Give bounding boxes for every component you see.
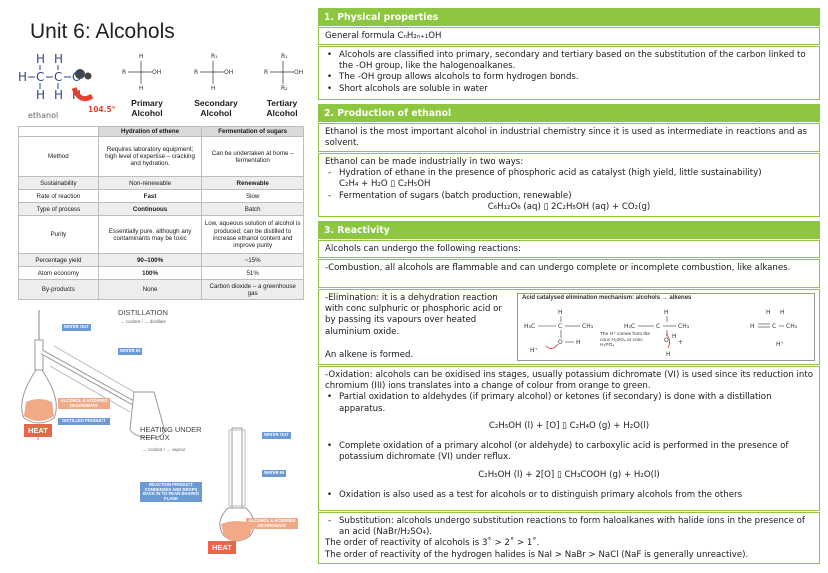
svg-text:H: H [36,52,46,66]
list-item: • The -OH group allows alcohols to form hydrogen bonds. [325,72,813,83]
svg-text:O: O [558,339,563,346]
table-cell: Rate of reaction [19,190,99,203]
list-item: - Fermentation of sugars (batch production, renewable) [325,191,813,202]
mechanism-drawing [518,294,816,362]
table-row [19,254,304,267]
section-production-heading: 2. Production of ethanol [318,104,820,122]
reflux-legend: → coolant / → vapour [142,447,186,452]
distillation-water-in-label: WATER IN [120,348,141,353]
svg-text:H: H [72,88,82,102]
secondary-alcohol-label: Secondary Alcohol [194,98,238,118]
page-title: Unit 6: Alcohols [30,20,175,43]
table-row [19,177,304,190]
table-row [19,137,304,177]
table-cell: Renewable [202,177,304,190]
svg-text:H₃C: H₃C [524,323,536,330]
list-item: - Substitution: alcohols undergo substitution reactions to form haloalkanes with halide ions in the presence of an acid (NaBr/H₂SO₄). [325,516,813,538]
combustion-box: -Combustion, all alcohols are flammable and can undergo complete or incomplete combustion, like alkanes. [318,259,820,288]
list-item: - Hydration of ethane in the presence of phosphoric acid as catalyst (high yield, little sustainability) [325,168,813,179]
svg-text:H: H [780,309,785,316]
mechanism-title: Acid catalysed elimination mechanism: alcohols → alkenes [522,295,692,301]
reactivity-intro: Alcohols can undergo the following reactions: [318,240,820,258]
table-row [19,190,304,203]
svg-text:CH₃: CH₃ [582,323,594,330]
table-cell: Slow [202,190,304,203]
alcohol-reactivity-order: The order of reactivity of alcohols is 3˚ > 2˚ > 1˚. [325,538,540,549]
table-cell: Type of process [19,203,99,216]
production-ways: Ethanol can be made industrially in two ways: [325,157,524,167]
svg-text:ethanol: ethanol [28,111,59,120]
table-cell: 100% [98,267,202,280]
table-row [19,216,304,254]
svg-text:104.5°: 104.5° [88,105,116,114]
table-cell: Low, aqueous solution of alcohol is produced; can be distilled to increase ethanol content and improve purity [202,216,304,254]
svg-text:R: R [194,69,199,76]
svg-text:H: H [576,339,581,346]
distillation-flask-label: ALCOHOL & ACIDIFIED DICHROMATE [58,398,110,409]
alkene-formed-text: An alkene is formed. [325,349,414,360]
production-methods-box [318,153,820,217]
svg-text:R: R [122,69,127,76]
svg-text:C: C [54,70,63,84]
distillation-heat-label: HEAT [24,424,52,437]
table-cell: Can be undertaken at home – fermentation [202,137,304,177]
table-cell: Percentage yield [19,254,99,267]
svg-text:H: H [766,309,771,316]
svg-text:H: H [664,309,669,316]
svg-text:H: H [139,85,144,92]
reflux-condense-label: REACTION PRODUCT CONDENSES AND DROPS BACK IN TO PEAR-SHAPED FLASK [140,482,202,502]
table-cell: Requires laboratory equipment; high level of expertise – cracking and hydration. [98,137,202,177]
elimination-text: -Elimination: it is a dehydration reaction with conc sulphuric or phosphoric acid or by passing its vapours over heated aluminium oxide. [325,293,502,337]
reflux-water-in-label: WATER IN [264,470,285,475]
table-header-blank [19,127,99,137]
production-intro: Ethanol is the most important alcohol in industrial chemistry since it is used as intermediate in reactions and as solvent. [318,123,820,152]
table-row [19,203,304,216]
svg-text:R₂: R₂ [281,85,288,92]
table-header-fermentation: Fermentation of sugars [202,127,304,137]
table-cell: Fast [98,190,202,203]
svg-text:H: H [750,323,755,330]
svg-text:C: C [772,323,777,330]
svg-text:CH₃: CH₃ [678,323,690,330]
svg-text:R₁: R₁ [211,53,218,60]
table-cell: Essentially pure, although any contaminants may be toxic [98,216,202,254]
svg-text:H: H [211,85,216,92]
table-cell: Method [19,137,99,177]
svg-text:OH: OH [224,69,234,76]
oxidation-box [318,366,820,511]
svg-text:H: H [18,70,28,84]
svg-text:H: H [666,351,671,358]
substitution-box [318,512,820,564]
svg-text:+: + [678,339,684,346]
table-cell: Carbon dioxide – a greenhouse gas [202,280,304,300]
table-cell: None [98,280,202,300]
svg-text:OH: OH [152,69,162,76]
svg-text:H⁺: H⁺ [776,341,784,348]
svg-text:CH₃: CH₃ [786,323,798,330]
section-reactivity-heading: 3. Reactivity [318,221,820,239]
table-row [19,280,304,300]
reflux-flask-label: ALCOHOL & ACIDIFIED DICHROMATE [246,518,298,529]
svg-text:H: H [54,88,64,102]
table-cell: Atom economy [19,267,99,280]
svg-text:H: H [139,53,144,60]
svg-text:H: H [36,88,46,102]
elimination-mechanism [517,293,815,361]
table-cell: Purity [19,216,99,254]
ethanol-structure [16,52,128,122]
table-cell: 51% [202,267,304,280]
svg-text:C: C [36,70,45,84]
section-physical-heading: 1. Physical properties [318,8,820,26]
tertiary-alcohol-label: Tertiary Alcohol [266,98,298,118]
oxidation-text: -Oxidation: alcohols can be oxidised ins stages, usually potassium dichromate (VI) is used since its reduction into chromium (III) ions translates into a change of colour from orange to green. [325,370,813,392]
list-item: • Complete oxidation of a primary alcohol (or aldehyde) to carboxylic acid is performed in the presence of potassium dichromate (VI) under reflux. [325,441,813,463]
table-cell: 90–100% [98,254,202,267]
list-item: • Partial oxidation to aldehydes (if primary alcohol) or ketones (if secondary) is done with a distillation apparatus. [325,392,813,414]
hydration-equation: C₂H₄ + H₂O ▯ C₂H₅OH [339,179,431,190]
reflux-title: HEATING UNDER REFLUX [140,425,202,443]
table-cell: Batch [202,203,304,216]
table-row [19,267,304,280]
svg-text:H: H [54,52,64,66]
alcohol-type-structures [118,52,308,98]
reflux-heat-label: HEAT [208,541,236,554]
mechanism-note: The H⁺ comes from the conc H₂SO₄ or conc H₃PO₄ [600,332,650,349]
elimination-box [318,289,820,365]
general-formula: General formula CₙH₂ₙ₊₁OH [318,27,820,45]
svg-text:O: O [664,337,669,344]
svg-text:H: H [672,333,677,340]
table-header-hydration: Hydration of ethene [98,127,202,137]
table-cell: ~15% [202,254,304,267]
distillation-title: DISTILLATION [118,308,168,317]
svg-text:OH: OH [294,69,304,76]
table-header-row [19,127,304,137]
table-cell: By-products [19,280,99,300]
svg-text:H: H [558,309,563,316]
svg-text:O: O [72,70,82,84]
table-cell: Non-renewable [98,177,202,190]
halide-reactivity-order: The order of reactivity of the hydrogen halides is NaI > NaBr > NaCl (NaF is generally unreactive). [325,549,749,560]
svg-text:R₁: R₁ [281,53,288,60]
physical-properties-box [318,46,820,100]
svg-text:R: R [264,69,269,76]
distillation-legend: → coolant / → distillate [120,319,167,324]
production-comparison-table [18,126,304,300]
list-item: • Short alcohols are soluble in water [325,84,813,95]
complete-oxidation-equation: C₂H₅OH (l) + 2[O] ▯ CH₃COOH (g) + H₂O(l) [478,470,660,481]
list-item: • Oxidation is also used as a test for alcohols or to distinguish primary alcohols from the others [325,490,813,501]
reflux-water-out-label: WATER OUT [264,432,289,437]
svg-text:H₃C: H₃C [624,323,636,330]
svg-text:C: C [558,323,563,330]
table-cell: Sustainability [19,177,99,190]
list-item: • Alcohols are classified into primary, secondary and tertiary based on the substitution of the carbon linked to the -OH group, like the halogenoalkanes. [325,50,813,72]
primary-alcohol-label: Primary Alcohol [131,98,163,118]
fermentation-equation: C₆H₁₂O₆ (aq) ▯ 2C₂H₅OH (aq) + CO₂(g) [487,201,651,212]
svg-text:H⁺: H⁺ [530,347,538,354]
distillation-product-label: DISTILLED PRODUCT [58,418,110,425]
table-cell: Continuous [98,203,202,216]
distillation-water-out-label: WATER OUT [64,324,89,329]
partial-oxidation-equation: C₂H₅OH (l) + [O] ▯ C₂H₄O (g) + H₂O(l) [488,420,650,431]
svg-text:C: C [656,323,661,330]
